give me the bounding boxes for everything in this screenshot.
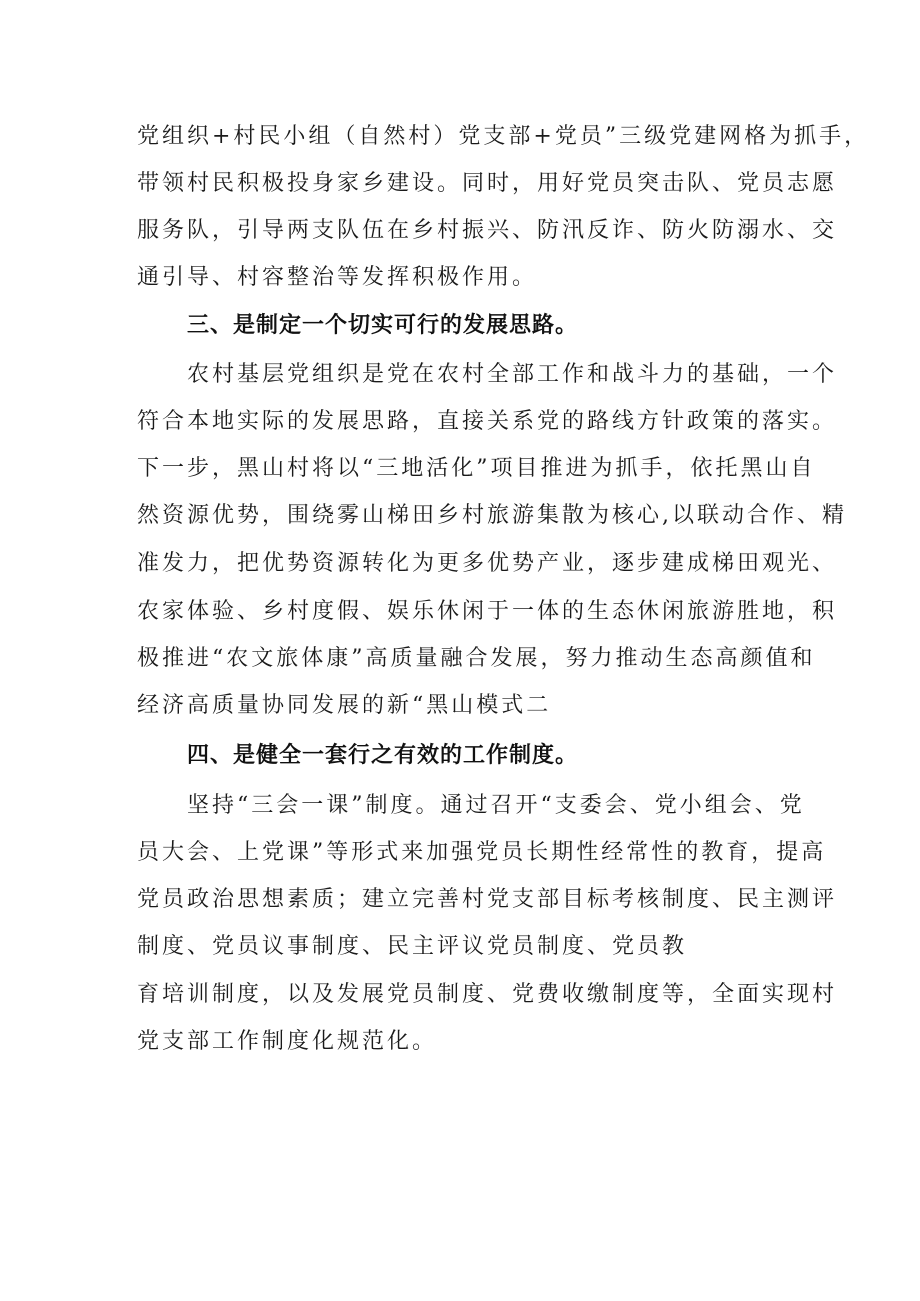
paragraph-line: 育培训制度，以及发展党员制度、党费收缴制度等，全面实现村 xyxy=(137,982,838,1007)
paragraph-line: 党支部工作制度化规范化。 xyxy=(137,1029,438,1054)
section-heading: 三、是制定一个切实可行的发展思路。 xyxy=(187,313,579,338)
paragraph-line: 极推进“农文旅体康”高质量融合发展，努力推动生态高颜值和 xyxy=(137,646,816,671)
paragraph-line: 坚持“三会一课”制度。通过召开“支委会、党小组会、党 xyxy=(187,793,805,818)
paragraph-line: 准发力，把优势资源转化为更多优势产业，逐步建成梯田观光、 xyxy=(137,551,838,576)
paragraph-line: 带领村民积极投身家乡建设。同时，用好党员突击队、党员志愿 xyxy=(137,171,838,196)
paragraph-line: 员大会、上党课”等形式来加强党员长期性经常性的教育，提高 xyxy=(137,840,827,865)
paragraph-line: 党组织+村民小组（自然村）党支部+党员”三级党建网格为抓手， xyxy=(137,124,870,149)
paragraph-line: 经济高质量协同发展的新“黑山模式二 xyxy=(137,693,552,718)
paragraph-line: 农家体验、乡村度假、娱乐休闲于一体的生态休闲旅游胜地，积 xyxy=(137,599,838,624)
paragraph-line: 下一步，黑山村将以“三地活化”项目推进为抓手，依托黑山自 xyxy=(137,456,816,481)
paragraph-line: 党员政治思想素质；建立完善村党支部目标考核制度、民主测评 xyxy=(137,887,838,912)
paragraph-line: 然资源优势，围绕雾山梯田乡村旅游集散为核心,以联动合作、精 xyxy=(137,503,847,528)
paragraph-line: 通引导、村容整治等发挥积极作用。 xyxy=(137,265,538,290)
section-heading: 四、是健全一套行之有效的工作制度。 xyxy=(187,743,579,768)
paragraph-line: 服务队，引导两支队伍在乡村振兴、防汛反诈、防火防溺水、交 xyxy=(137,218,838,243)
paragraph-line: 符合本地实际的发展思路，直接关系党的路线方针政策的落实。 xyxy=(137,409,838,434)
paragraph-line: 制度、党员议事制度、民主评议党员制度、党员教 xyxy=(137,934,688,959)
paragraph-line: 农村基层党组织是党在农村全部工作和战斗力的基础，一个 xyxy=(187,362,838,387)
